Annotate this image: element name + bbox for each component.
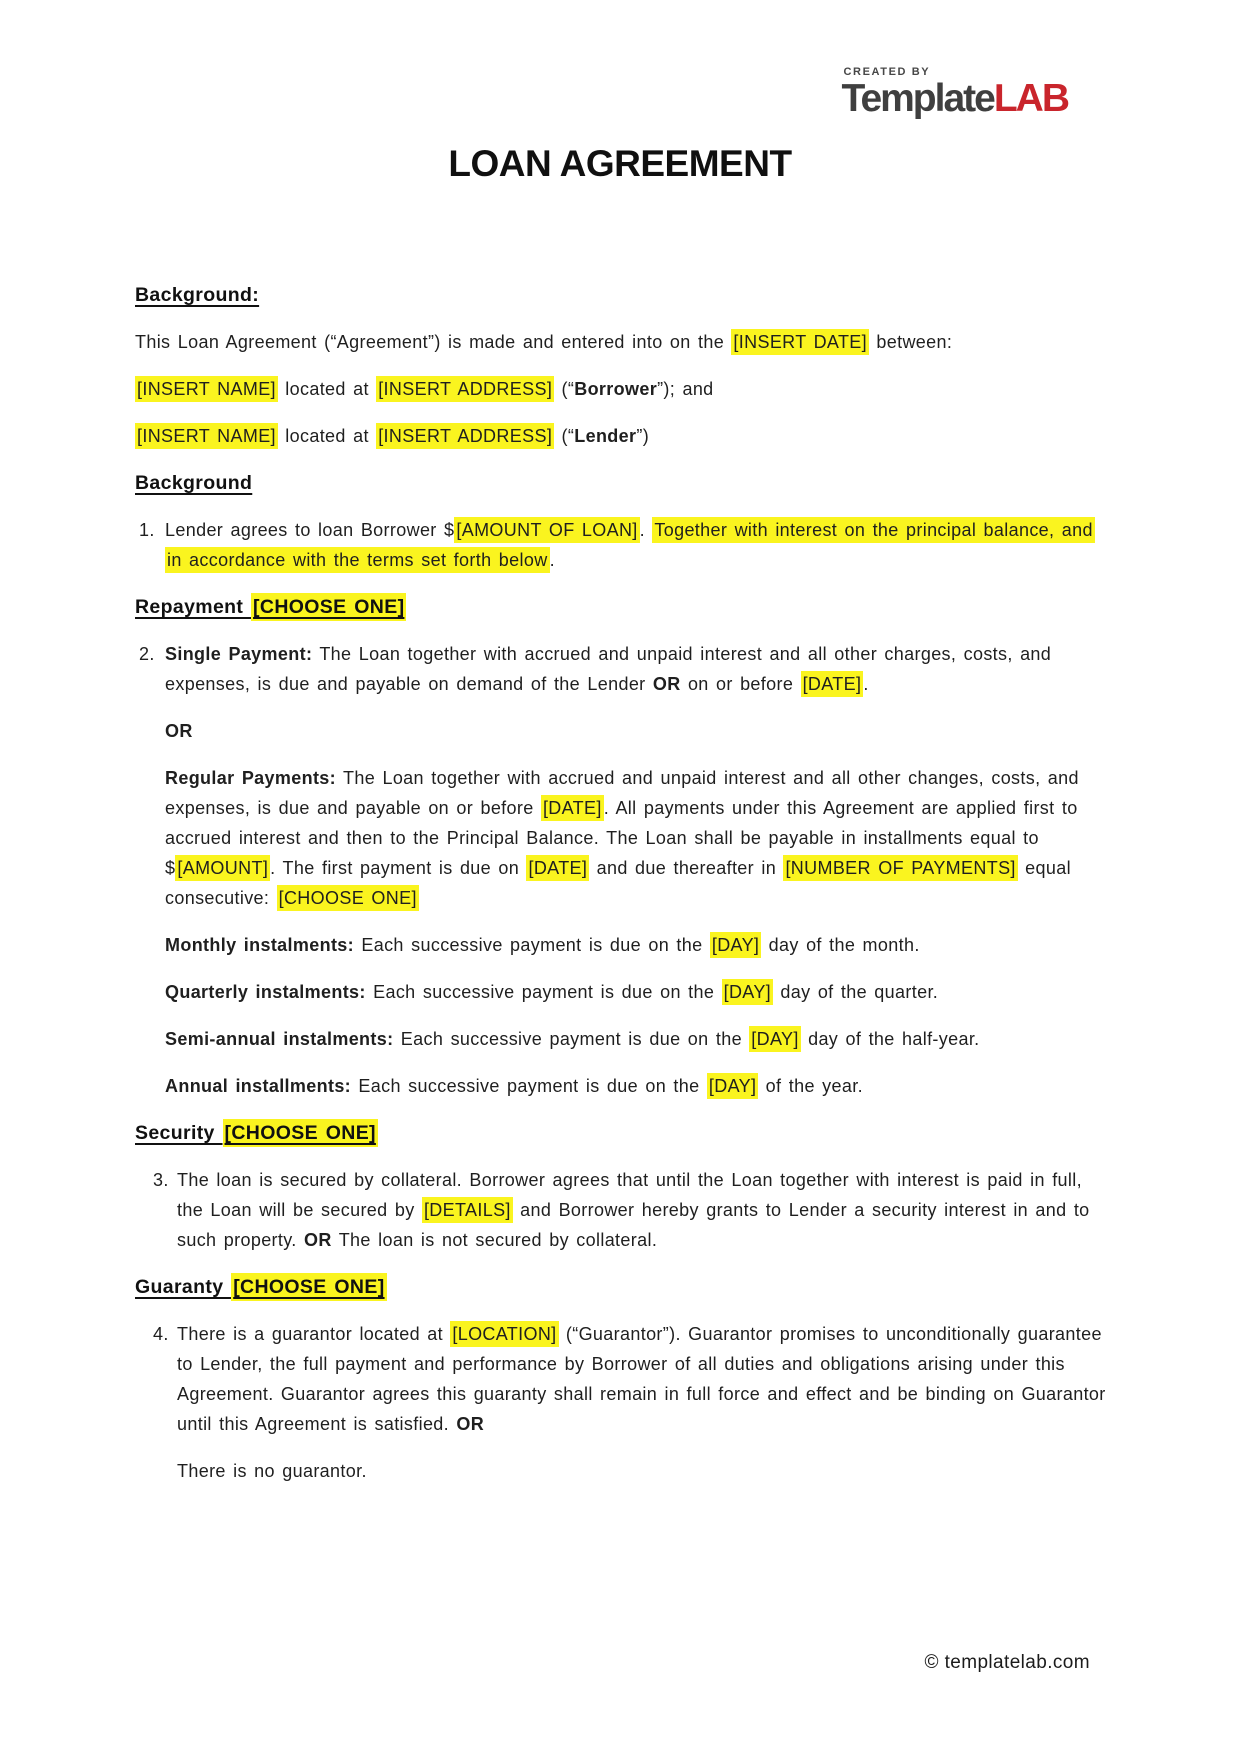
list-number: 2. — [139, 644, 155, 664]
text-segment: Each successive payment is due on the — [365, 982, 722, 1002]
highlighted-placeholder: [DAY] — [722, 979, 773, 1005]
logo-wordmark — [842, 79, 1068, 119]
text-content — [165, 979, 938, 1005]
text-content — [135, 329, 952, 355]
item-single-payment — [135, 639, 1107, 699]
text-segment: The loan is not secured by collateral. — [331, 1230, 658, 1250]
highlighted-placeholder: [DAY] — [749, 1026, 800, 1052]
highlighted-placeholder: [CHOOSE ONE] — [231, 1273, 386, 1301]
paragraph-intro — [135, 327, 1107, 357]
list-number: 1. — [139, 520, 155, 540]
text-segment: OR — [165, 721, 193, 741]
logo-lab-text: LAB — [993, 77, 1068, 120]
text-segment: ”); and — [657, 379, 714, 399]
text-content — [135, 472, 252, 494]
text-segment: (“ — [554, 426, 575, 446]
text-segment: There is no guarantor. — [177, 1461, 367, 1481]
paragraph-regular-payments — [135, 763, 1107, 913]
text-segment: ”) — [636, 426, 650, 446]
text-content — [135, 1119, 378, 1147]
text-content — [165, 932, 920, 958]
highlighted-placeholder: [CHOOSE ONE] — [277, 885, 419, 911]
text-segment: Lender — [574, 426, 637, 446]
text-segment: Lender agrees to loan Borrower $ — [165, 520, 455, 540]
list-number: 4. — [153, 1324, 169, 1344]
text-segment: day of the quarter. — [773, 982, 939, 1002]
heading-security — [135, 1118, 1107, 1148]
highlighted-placeholder: [CHOOSE ONE] — [251, 593, 406, 621]
text-segment: located at — [277, 379, 377, 399]
page-footer: © templatelab.com — [924, 1652, 1090, 1673]
item-guaranty — [135, 1319, 1107, 1439]
text-segment: This Loan Agreement (“Agreement”) is made and entered into on the — [135, 332, 732, 352]
heading-repayment — [135, 592, 1107, 622]
text-content — [135, 593, 406, 621]
highlighted-placeholder: Together with interest on the principal balance, and in accordance with the terms set forth below — [165, 517, 1095, 573]
item-loan-amount — [135, 515, 1107, 575]
paragraph-quarterly-instalments — [135, 977, 1107, 1007]
highlighted-placeholder: [DATE] — [526, 855, 589, 881]
text-segment: . — [549, 550, 555, 570]
text-segment: Single Payment: — [165, 644, 313, 664]
logo-created-by: CREATED BY — [843, 66, 931, 78]
text-content — [177, 1165, 1107, 1255]
text-content — [165, 1073, 863, 1099]
text-content — [165, 1026, 980, 1052]
highlighted-placeholder: [INSERT NAME] — [135, 423, 278, 449]
text-segment: Monthly instalments: — [165, 935, 355, 955]
text-segment: . — [639, 520, 653, 540]
text-segment: . — [863, 674, 869, 694]
text-segment: day of the month. — [761, 935, 920, 955]
text-segment: and due thereafter in — [589, 858, 784, 878]
text-segment: Each successive payment is due on the — [393, 1029, 750, 1049]
text-segment: (“Guarantor”). Guarantor promises to unconditionally guarantee to Lender, the full payment and performance by Borrower of all duties and obligations arising under this Agreement. Guarantor agrees this guaranty shall remain in full force and effect and be binding on Guarantor until this Agreement is satisfied. — [177, 1324, 1106, 1434]
paragraph-or — [135, 716, 1107, 746]
text-segment: . The first payment is due on — [270, 858, 527, 878]
highlighted-placeholder: [DETAILS] — [422, 1197, 513, 1223]
paragraph-annual-installments — [135, 1071, 1107, 1101]
text-segment: Each successive payment is due on the — [351, 1076, 707, 1096]
text-content — [177, 1461, 367, 1481]
highlighted-placeholder: [DAY] — [710, 932, 761, 958]
text-content — [165, 721, 193, 741]
text-content — [135, 423, 649, 449]
highlighted-placeholder: [AMOUNT] — [175, 855, 270, 881]
highlighted-placeholder: [CHOOSE ONE] — [223, 1119, 378, 1147]
text-content — [165, 515, 1107, 575]
text-content — [165, 768, 1079, 911]
text-content — [165, 639, 1107, 699]
templatelab-logo — [842, 66, 1068, 119]
text-segment: day of the half-year. — [800, 1029, 980, 1049]
highlighted-placeholder: [AMOUNT OF LOAN] — [454, 517, 639, 543]
text-segment: Regular Payments: — [165, 768, 337, 788]
paragraph-monthly-instalments — [135, 930, 1107, 960]
text-segment: There is a guarantor located at — [177, 1324, 451, 1344]
text-content — [177, 1319, 1107, 1439]
highlighted-placeholder: [DATE] — [801, 671, 864, 697]
text-segment: Guaranty — [135, 1276, 232, 1298]
heading-background-terms — [135, 468, 1107, 498]
text-segment: Background — [135, 472, 253, 494]
text-segment: Semi-annual instalments: — [165, 1029, 394, 1049]
heading-guaranty — [135, 1272, 1107, 1302]
list-number: 3. — [153, 1170, 169, 1190]
text-segment: Each successive payment is due on the — [354, 935, 710, 955]
highlighted-placeholder: [LOCATION] — [450, 1321, 558, 1347]
text-segment: Background: — [135, 284, 260, 306]
paragraph-no-guarantor — [135, 1456, 1107, 1486]
item-security — [135, 1165, 1107, 1255]
highlighted-placeholder: [DATE] — [541, 795, 604, 821]
text-segment: Quarterly instalments: — [165, 982, 366, 1002]
text-segment: and Borrower hereby grants to Lender a security interest in and to such property. — [177, 1200, 1090, 1250]
text-segment: The Loan together with accrued and unpaid interest and all other charges, costs, and expenses, is due and payable on demand of the Lender — [165, 644, 1052, 694]
text-content — [135, 376, 714, 402]
text-segment: Annual installments: — [165, 1076, 352, 1096]
text-segment: on or before — [680, 674, 801, 694]
logo-template-text: Template — [841, 77, 994, 120]
text-content — [135, 284, 259, 306]
paragraph-lender — [135, 421, 1107, 451]
text-segment: OR — [456, 1414, 485, 1434]
text-segment: Borrower — [574, 379, 658, 399]
text-segment: OR — [652, 674, 681, 694]
text-segment: of the year. — [758, 1076, 863, 1096]
paragraph-semi-annual-instalments — [135, 1024, 1107, 1054]
text-segment: located at — [277, 426, 377, 446]
document-title: LOAN AGREEMENT — [448, 143, 792, 184]
highlighted-placeholder: [INSERT DATE] — [731, 329, 869, 355]
document-body — [135, 280, 1107, 1503]
highlighted-placeholder: [NUMBER OF PAYMENTS] — [783, 855, 1017, 881]
highlighted-placeholder: [DAY] — [707, 1073, 758, 1099]
highlighted-placeholder: [INSERT ADDRESS] — [376, 423, 554, 449]
highlighted-placeholder: [INSERT ADDRESS] — [376, 376, 554, 402]
paragraph-borrower — [135, 374, 1107, 404]
text-segment: equal consecutive: — [165, 858, 1071, 908]
text-segment: OR — [303, 1230, 332, 1250]
text-segment: Repayment — [135, 596, 252, 618]
text-segment: The loan is secured by collateral. Borrower agrees that until the Loan together with interest is paid in full, the Loan will be secured by — [177, 1170, 1082, 1220]
text-segment: . All payments under this Agreement are applied first to accrued interest and then to the Principal Balance. The Loan shall be payable in installments equal to $ — [165, 798, 1078, 878]
highlighted-placeholder: [INSERT NAME] — [135, 376, 278, 402]
text-content — [135, 1273, 387, 1301]
text-segment: between: — [869, 332, 953, 352]
heading-background — [135, 280, 1107, 310]
text-segment: Security — [135, 1122, 223, 1144]
text-segment: (“ — [554, 379, 575, 399]
text-segment: The Loan together with accrued and unpaid interest and all other changes, costs, and expenses, is due and payable on or before — [165, 768, 1079, 818]
